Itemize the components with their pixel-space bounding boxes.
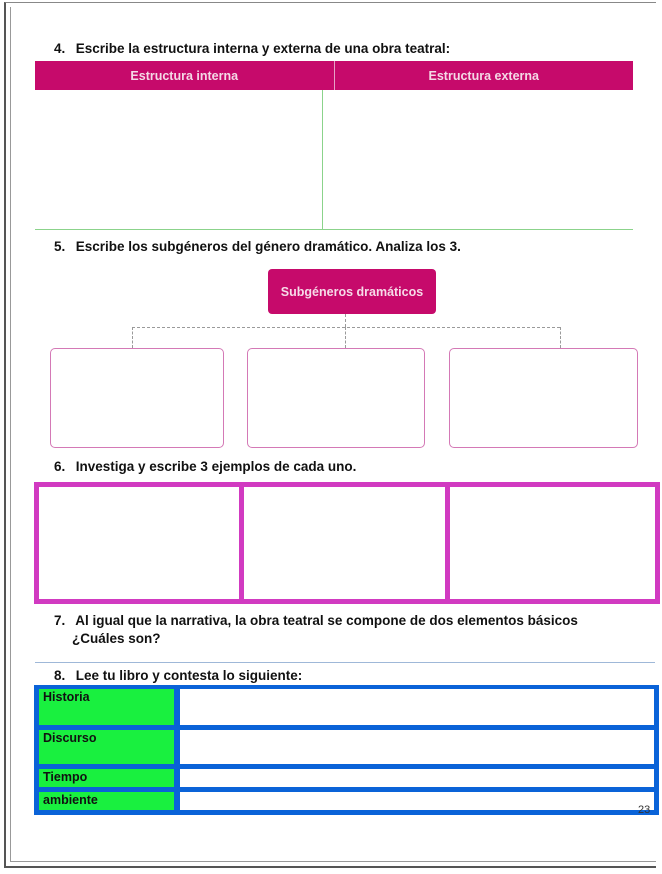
question-6: [54, 458, 356, 475]
col-internal-structure: Estructura interna: [130, 68, 239, 83]
diagram-title: Subgéneros dramáticos: [280, 284, 424, 299]
page-number: 23: [638, 804, 651, 816]
question-5: [54, 238, 461, 255]
answer-line[interactable]: [35, 662, 655, 663]
row-label-tiempo: Tiempo: [39, 769, 174, 787]
example-box-2[interactable]: [239, 482, 450, 604]
example-box-3[interactable]: [445, 482, 660, 604]
table-row-discurso: [39, 730, 654, 764]
table-row-tiempo: [39, 769, 654, 787]
question-4-text: Escribe la estructura interna y externa de una obra teatral:: [75, 41, 451, 56]
diagram-connector-bar: [132, 327, 560, 328]
answer-cell-historia[interactable]: [180, 689, 654, 725]
answer-cell-discurso[interactable]: [180, 730, 654, 764]
subgenre-box-1[interactable]: [50, 348, 224, 448]
question-7-line-2: ¿Cuáles son?: [72, 631, 161, 646]
question-5-text: Escribe los subgéneros del género dramático. Analiza los 3.: [75, 239, 461, 254]
question-8-number: 8.: [54, 668, 66, 683]
col-external-structure: Estructura externa: [428, 68, 539, 83]
table-row-ambiente: [39, 792, 654, 810]
question-7-number: 7.: [54, 613, 66, 628]
question-8: [54, 667, 302, 684]
structure-table-divider: [322, 90, 323, 230]
question-6-text: Investiga y escribe 3 ejemplos de cada uno.: [75, 459, 357, 474]
question-7-line-1: Al igual que la narrativa, la obra teatral se compone de dos elementos básicos: [75, 613, 578, 628]
table-row-historia: [39, 689, 654, 725]
question-8-text: Lee tu libro y contesta lo siguiente:: [75, 668, 303, 683]
diagram-title-box: [268, 269, 436, 314]
diagram-connector-right: [560, 327, 561, 348]
diagram-connector-left: [132, 327, 133, 348]
row-label-ambiente: ambiente: [39, 792, 174, 810]
elements-table: [34, 685, 659, 815]
answer-cell-ambiente[interactable]: [180, 792, 654, 810]
question-4-number: 4.: [54, 41, 66, 56]
subgenre-box-3[interactable]: [449, 348, 638, 448]
question-5-number: 5.: [54, 239, 66, 254]
structure-table-header: [35, 61, 633, 90]
example-box-1[interactable]: [34, 482, 244, 604]
row-label-discurso: Discurso: [39, 730, 174, 764]
question-4: [54, 40, 450, 57]
answer-cell-tiempo[interactable]: [180, 769, 654, 787]
question-6-number: 6.: [54, 459, 66, 474]
diagram-connector-center: [345, 327, 346, 348]
subgenre-box-2[interactable]: [247, 348, 425, 448]
structure-table-bottom-line: [35, 229, 633, 230]
diagram-connector-stem: [345, 314, 346, 327]
question-7: [54, 612, 654, 629]
row-label-historia: Historia: [39, 689, 174, 725]
